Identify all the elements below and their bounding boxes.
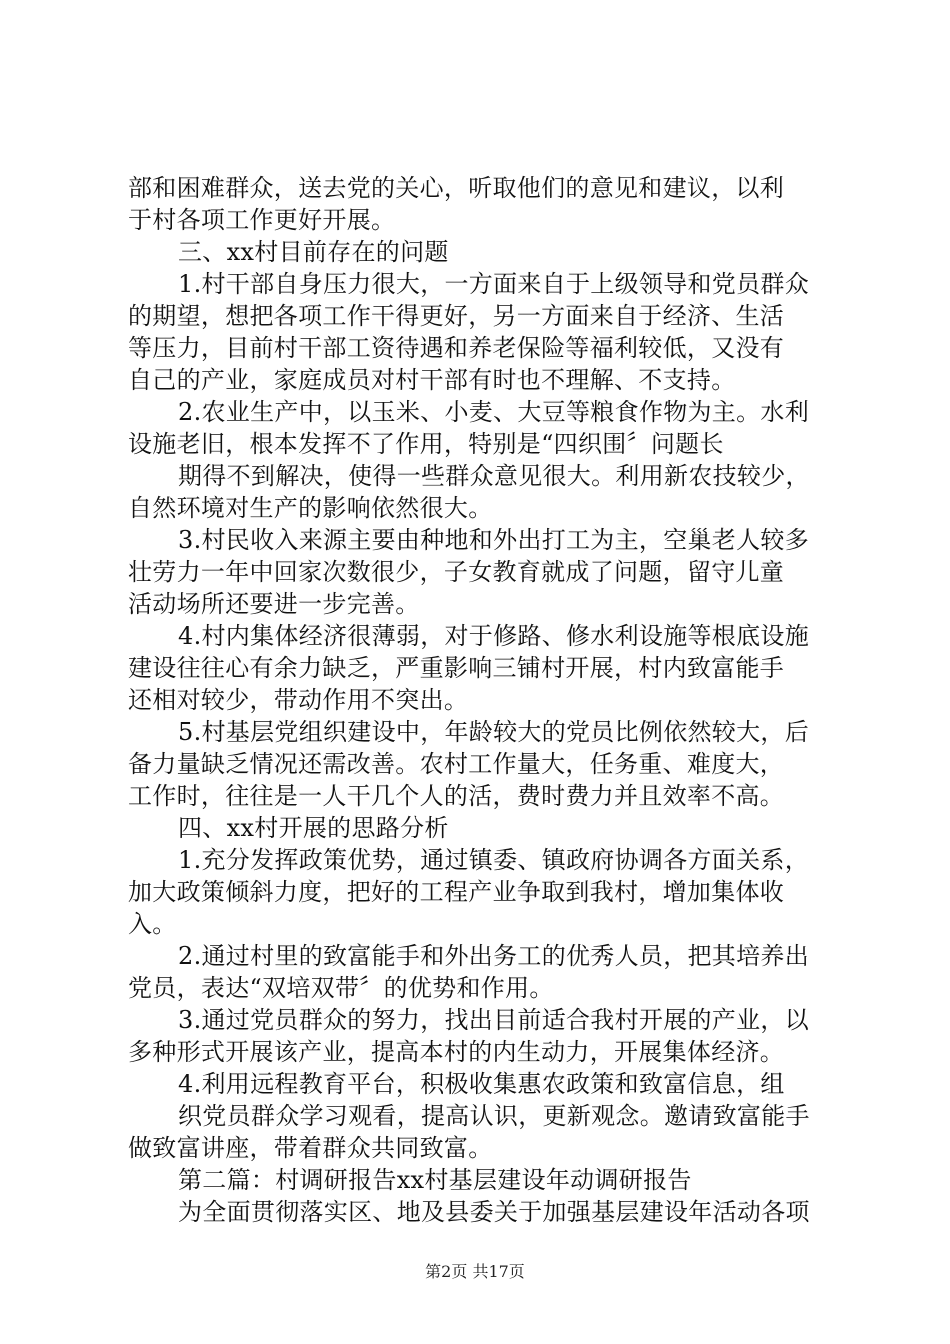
- body-text-line: 加大政策倾斜力度，把好的工程产业争取到我村，增加集体收: [128, 878, 785, 906]
- body-text-line: 自己的产业，家庭成员对村干部有时也不理解、不支持。: [128, 366, 736, 394]
- body-text-line: 建设往往心有余力缺乏，严重影响三铺村开展，村内致富能手: [128, 654, 785, 682]
- body-text-line: 设施老旧，根本发挥不了作用，特别是“四织围〞问题长: [128, 430, 724, 458]
- body-text-line: 党员，表达“双培双带〞的优势和作用。: [128, 974, 554, 1002]
- body-text-line: 备力量缺乏情况还需改善。农村工作量大，任务重、难度大，: [128, 750, 785, 778]
- body-text-line: 自然环境对生产的影响依然很大。: [128, 494, 493, 522]
- body-text-line: 1.村干部自身压力很大，一方面来自于上级领导和党员群众: [178, 270, 809, 298]
- body-text-line: 2.农业生产中，以玉米、小麦、大豆等粮食作物为主。水利: [178, 398, 809, 426]
- body-text-line: 的期望，想把各项工作干得更好，另一方面来自于经济、生活: [128, 302, 785, 330]
- chapter-heading: 第二篇：村调研报告xx村基层建设年动调研报告: [178, 1166, 692, 1194]
- body-text-line: 4.利用远程教育平台，积极收集惠农政策和致富信息，组: [178, 1070, 785, 1098]
- body-text-line: 部和困难群众，送去党的关心，听取他们的意见和建议，以利: [128, 174, 785, 202]
- section-heading-ideas: 四、xx村开展的思路分析: [178, 814, 449, 842]
- body-text-line: 3.村民收入来源主要由种地和外出打工为主，空巢老人较多: [178, 526, 809, 554]
- body-text-line: 工作时，往往是一人干几个人的活，费时费力并且效率不高。: [128, 782, 785, 810]
- body-text-line: 做致富讲座，带着群众共同致富。: [128, 1134, 493, 1162]
- body-text-line: 壮劳力一年中回家次数很少，子女教育就成了问题，留守儿童: [128, 558, 785, 586]
- body-text-line: 织党员群众学习观看，提高认识，更新观念。邀请致富能手: [178, 1102, 810, 1130]
- body-text-line: 3.通过党员群众的努力，找出目前适合我村开展的产业，以: [178, 1006, 809, 1034]
- body-text-line: 等压力，目前村干部工资待遇和养老保险等福利较低，又没有: [128, 334, 785, 362]
- page-number-footer: 第2页 共17页: [425, 1262, 525, 1281]
- body-text-line: 入。: [128, 910, 177, 938]
- body-text-line: 于村各项工作更好开展。: [128, 206, 396, 234]
- body-text-line: 4.村内集体经济很薄弱，对于修路、修水利设施等根底设施: [178, 622, 809, 650]
- section-heading-problems: 三、xx村目前存在的问题: [178, 238, 449, 266]
- body-text-line: 期得不到解决，使得一些群众意见很大。利用新农技较少，: [178, 462, 810, 490]
- body-text-line: 还相对较少，带动作用不突出。: [128, 686, 469, 714]
- body-text-line: 多种形式开展该产业，提高本村的内生动力，开展集体经济。: [128, 1038, 785, 1066]
- body-text-line: 5.村基层党组织建设中，年龄较大的党员比例依然较大，后: [178, 718, 809, 746]
- body-text-line: 1.充分发挥政策优势，通过镇委、镇政府协调各方面关系，: [178, 846, 809, 874]
- body-text-line: 活动场所还要进一步完善。: [128, 590, 420, 618]
- body-text-line: 2.通过村里的致富能手和外出务工的优秀人员，把其培养出: [178, 942, 809, 970]
- body-text-line: 为全面贯彻落实区、地及县委关于加强基层建设年活动各项: [178, 1198, 810, 1226]
